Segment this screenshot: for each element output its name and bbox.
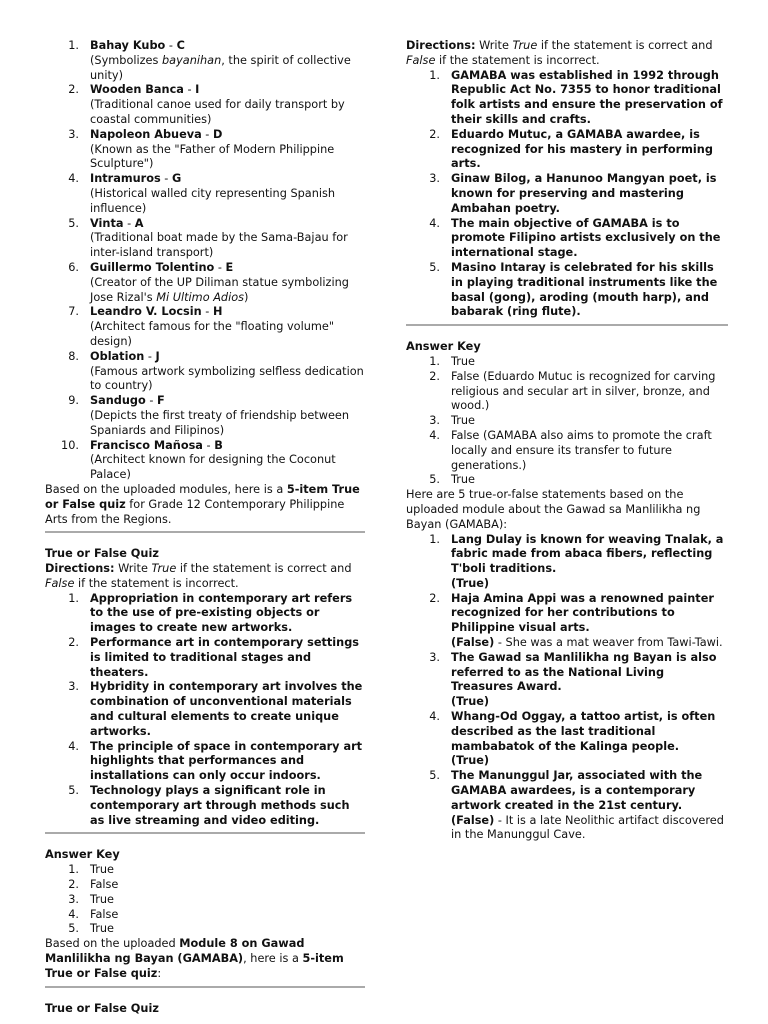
quiz-question-list [406,69,724,321]
list-item: 9. Sandugo - F (Depicts the first treaty of friendship between Spaniards and Filipinos) [68,394,350,437]
list-item: 5. True [429,473,475,487]
intro-paragraph: Here are 5 true-or-false statements based on the uploaded module about the Gawad sa Manlilikha ng Bayan (GAMABA): [406,488,701,531]
list-item: 10. Francisco Mañosa - B (Architect known for designing the Coconut Palace) [61,438,336,482]
list-item: 4. The principle of space in contemporary art highlights that performances and installations can only occur indoors. [68,739,363,783]
list-item: 1. Appropriation in contemporary art refers to the use of pre-existing objects or images to create new artworks. [68,591,353,635]
matching-answer-list [45,39,365,483]
list-item: 5. The Manunggul Jar, associated with the GAMABA awardees, is a contemporary artwork created in the 21st century. (False) - It is a late Neolithic artifact discovered in the Manunggul Cave. [429,769,724,842]
intro-paragraph: Based on the uploaded Module 8 on Gawad Manlilikha ng Bayan (GAMABA), here is a 5-item True or False quiz: [45,937,344,980]
quiz-title: True or False Quiz [45,547,159,561]
list-item: 4. The main objective of GAMABA is to promote Filipino artists exclusively on the international stage. [429,216,721,260]
list-item: 7. Leandro V. Locsin - H (Architect famous for the "floating volume" design) [68,305,335,348]
list-item: 5. Technology plays a significant role in contemporary art through methods such as live streaming and video editing. [68,784,350,827]
list-item: 3. True [429,414,475,428]
list-item: 1. True [429,354,475,368]
list-item: 5. Vinta - A (Traditional boat made by the Sama-Bajau for inter-island transport) [68,216,348,260]
list-item: 3. Ginaw Bilog, a Hanunoo Mangyan poet, is known for preserving and mastering Ambahan poetry. [429,172,717,215]
list-item: 4. False [68,907,119,921]
list-item: 6. Guillermo Tolentino - E (Creator of the UP Diliman statue symbolizing Jose Rizal's Mi Ultimo Adios) [68,260,349,304]
list-item: 3. The Gawad sa Manlilikha ng Bayan is also referred to as the National Living Treasures Award. (True) [429,650,717,709]
list-item: 1. True [68,863,114,877]
list-item: 2. Performance art in contemporary settings is limited to traditional stages and theaters. [68,636,360,679]
list-item: 2. False [68,878,119,892]
answer-key-list [406,355,724,488]
right-column [406,39,724,843]
quiz-directions: Directions: Write True if the statement is correct and False if the statement is incorrect. [406,39,713,67]
list-item: 3. Napoleon Abueva - D (Known as the "Father of Modern Philippine Sculpture") [68,127,335,171]
divider [45,832,365,834]
statement-list [406,533,724,844]
answer-key-title: Answer Key [45,848,120,862]
list-item: 1. GAMABA was established in 1992 through Republic Act No. 7355 to honor traditional folk artists and ensure the preservation of their skills and crafts. [429,68,723,126]
list-item: 2. False (Eduardo Mutuc is recognized for carving religious and secular art in silver, bronze, and wood.) [429,369,716,413]
intro-paragraph: Based on the uploaded modules, here is a 5-item True or False quiz for Grade 12 Contemporary Philippine Arts from the Regions. [45,482,360,526]
left-column [45,39,365,1016]
quiz-question-list [45,592,365,829]
list-item: 2. Wooden Banca - I (Traditional canoe used for daily transport by coastal communities) [68,83,345,126]
list-item: 5. Masino Intaray is celebrated for his skills in playing traditional instruments like the basal (gong), aroding (mouth harp), and babarak (ring flute). [429,260,718,319]
list-item: 8. Oblation - J (Famous artwork symbolizing selfless dedication to country) [68,349,364,393]
list-item: 4. Whang-Od Oggay, a tattoo artist, is often described as the last traditional mambabatok of the Kalinga people. (True) [429,710,716,768]
divider [45,986,365,988]
list-item: 3. True [68,892,114,906]
list-item: 1. Lang Dulay is known for weaving Tnalak, a fabric made from abaca fibers, reflecting T'boli traditions. (True) [429,532,724,590]
answer-key-title: Answer Key [406,340,481,354]
divider [406,324,728,326]
answer-key-list [45,863,365,937]
quiz-title: True or False Quiz [45,1001,159,1015]
quiz-directions: Directions: Write True if the statement is correct and False if the statement is incorrect. [45,562,352,590]
list-item: 3. Hybridity in contemporary art involves the combination of unconventional materials and cultural elements to create unique artworks. [68,680,363,738]
divider [45,531,365,533]
list-item: 4. False (GAMABA also aims to promote the craft locally and ensure its transfer to future generations.) [429,428,712,472]
list-item: 5. True [68,922,114,936]
list-item: 2. Haja Amina Appi was a renowned painter recognized for her contributions to Philippine visual arts. (False) - She was a mat weaver from Tawi-Tawi. [429,591,723,650]
list-item: 4. Intramuros - G (Historical walled city representing Spanish influence) [68,172,336,215]
list-item: 2. Eduardo Mutuc, a GAMABA awardee, is recognized for his mastery in performing arts. [429,127,713,171]
list-item: 1. Bahay Kubo - C (Symbolizes bayanihan, the spirit of collective unity) [68,39,351,82]
